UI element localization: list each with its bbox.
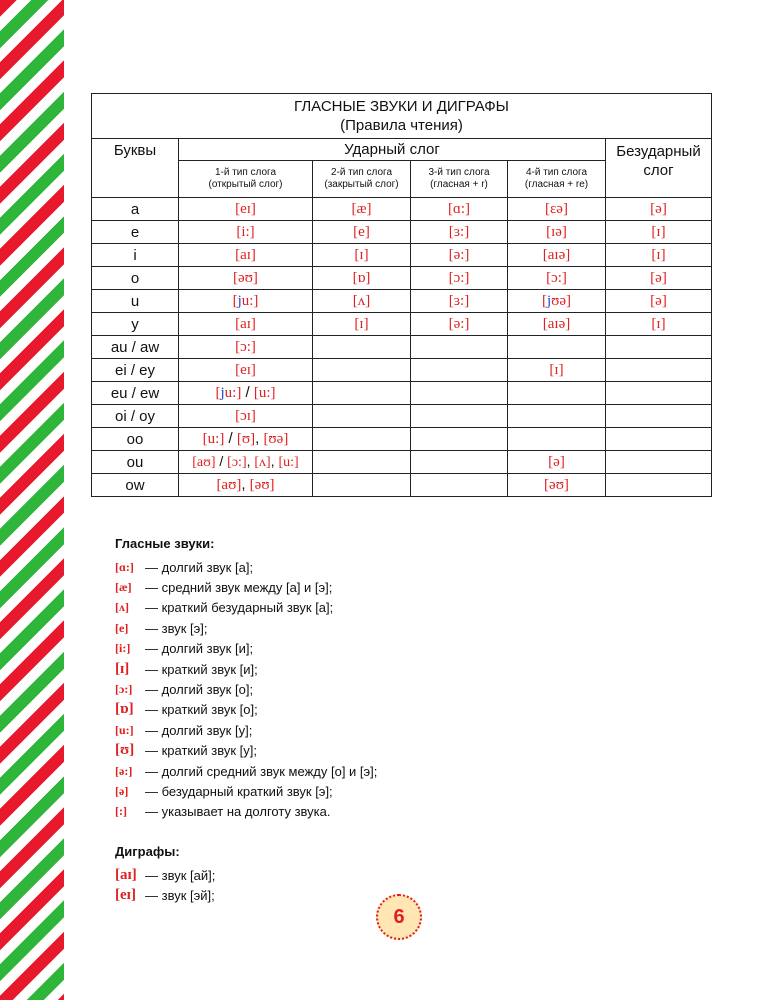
- row-letter: u: [92, 290, 179, 313]
- cell-type-4: [aɪə]: [508, 244, 606, 267]
- list-item: [ə] — безударный краткий звук [э];: [115, 783, 333, 799]
- list-item: [aɪ] — звук [ай];: [115, 866, 216, 883]
- cell-unstressed: [606, 382, 712, 405]
- table-row: [92, 267, 712, 290]
- row-letter: oi / oy: [92, 405, 179, 428]
- list-item: [ɑ:] — долгий звук [а];: [115, 559, 254, 575]
- cell-unstressed: [606, 336, 712, 359]
- table-row: [92, 290, 712, 313]
- cell-type-3: [ɜ:]: [411, 221, 508, 244]
- row-letter: ei / ey: [92, 359, 179, 382]
- cell-type-1: [aʊ], [əʊ]: [179, 474, 313, 497]
- list-item: [eɪ] — звук [эй];: [115, 887, 215, 904]
- row-letter: y: [92, 313, 179, 336]
- cell-type-3: [411, 451, 508, 474]
- table-row: [92, 336, 712, 359]
- table-row: [92, 313, 712, 336]
- cell-type-3: [ɜ:]: [411, 290, 508, 313]
- table-row: [92, 405, 712, 428]
- cell-unstressed: [ə]: [606, 290, 712, 313]
- cell-type-1: [ju:] / [u:]: [179, 382, 313, 405]
- table-subtitle: (Правила чтения): [340, 117, 463, 134]
- cell-type-1: [u:] / [ʊ], [ʊə]: [179, 428, 313, 451]
- list-item: [ʊ] — краткий звук [у];: [115, 742, 257, 759]
- table-row: [92, 359, 712, 382]
- cell-unstressed: [606, 359, 712, 382]
- cell-unstressed: [606, 405, 712, 428]
- digraphs-legend: [115, 844, 215, 906]
- cell-type-2: [ɒ]: [313, 267, 411, 290]
- cell-type-2: [313, 474, 411, 497]
- cell-type-2: [e]: [313, 221, 411, 244]
- cell-type-3: [411, 382, 508, 405]
- cell-type-1: [eɪ]: [179, 198, 313, 221]
- cell-type-3: [411, 359, 508, 382]
- cell-type-1: [aɪ]: [179, 244, 313, 267]
- cell-type-1: [əʊ]: [179, 267, 313, 290]
- cell-type-4: [jʊə]: [508, 290, 606, 313]
- row-letter: o: [92, 267, 179, 290]
- cell-type-1: [ɔ:]: [179, 336, 313, 359]
- vowels-legend: [115, 536, 377, 822]
- list-item: [:] — указывает на долготу звука.: [115, 804, 331, 820]
- header-letters: Буквы: [92, 139, 179, 198]
- cell-type-3: [ə:]: [411, 313, 508, 336]
- cell-type-1: [ɔɪ]: [179, 405, 313, 428]
- cell-type-4: [508, 382, 606, 405]
- cell-type-2: [ʌ]: [313, 290, 411, 313]
- list-item: [i:] — долгий звук [и];: [115, 641, 254, 657]
- cell-unstressed: [ɪ]: [606, 313, 712, 336]
- cell-type-3: [411, 428, 508, 451]
- row-letter: ou: [92, 451, 179, 474]
- cell-unstressed: [606, 451, 712, 474]
- table-row: [92, 451, 712, 474]
- vowels-title: Гласные звуки:: [115, 536, 215, 551]
- page-number: 6: [393, 905, 405, 928]
- cell-type-4: [508, 428, 606, 451]
- row-letter: eu / ew: [92, 382, 179, 405]
- cell-type-4: [508, 336, 606, 359]
- list-item: [æ] — средний звук между [а] и [э];: [115, 580, 333, 596]
- row-letter: oo: [92, 428, 179, 451]
- cell-type-2: [313, 405, 411, 428]
- cell-type-1: [i:]: [179, 221, 313, 244]
- list-item: [u:] — долгий звук [у];: [115, 722, 253, 738]
- table-row: [92, 221, 712, 244]
- cell-type-4: [ɪə]: [508, 221, 606, 244]
- header-type-2: 2-й тип слога (закрытый слог): [313, 161, 411, 198]
- table-title-cell: [92, 94, 712, 139]
- cell-type-1: [ju:]: [179, 290, 313, 313]
- decorative-stripe-border: [0, 0, 64, 1000]
- cell-type-2: [313, 451, 411, 474]
- cell-unstressed: [ə]: [606, 267, 712, 290]
- vowel-rules-table: [91, 93, 712, 497]
- cell-type-3: [ə:]: [411, 244, 508, 267]
- table-row: [92, 198, 712, 221]
- cell-unstressed: [ɪ]: [606, 221, 712, 244]
- header-type-4: 4-й тип слога (гласная + re): [508, 161, 606, 198]
- cell-type-4: [ə]: [508, 451, 606, 474]
- cell-type-2: [313, 382, 411, 405]
- list-item: [ɔ:] — долгий звук [о];: [115, 682, 254, 698]
- row-letter: ow: [92, 474, 179, 497]
- table-row: [92, 382, 712, 405]
- header-unstressed: Безударный слог: [606, 139, 712, 198]
- table-row: [92, 428, 712, 451]
- list-item: [ɒ] — краткий звук [о];: [115, 701, 258, 718]
- cell-type-1: [aʊ] / [ɔ:], [ʌ], [u:]: [179, 451, 313, 474]
- list-item: [e] — звук [э];: [115, 620, 208, 636]
- cell-unstressed: [606, 428, 712, 451]
- cell-type-1: [eɪ]: [179, 359, 313, 382]
- cell-type-2: [ɪ]: [313, 244, 411, 267]
- cell-type-2: [313, 336, 411, 359]
- header-type-3: 3-й тип слога (гласная + r): [411, 161, 508, 198]
- table-row: [92, 474, 712, 497]
- page-number-badge: [376, 894, 422, 940]
- cell-type-3: [ɑ:]: [411, 198, 508, 221]
- cell-type-3: [411, 474, 508, 497]
- cell-type-4: [ɛə]: [508, 198, 606, 221]
- cell-unstressed: [ə]: [606, 198, 712, 221]
- list-item: [ɪ] — краткий звук [и];: [115, 660, 258, 677]
- cell-type-4: [əʊ]: [508, 474, 606, 497]
- row-letter: au / aw: [92, 336, 179, 359]
- cell-type-4: [508, 405, 606, 428]
- cell-type-3: [411, 336, 508, 359]
- cell-type-3: [ɔ:]: [411, 267, 508, 290]
- header-type-1: 1-й тип слога (открытый слог): [179, 161, 313, 198]
- cell-type-2: [313, 359, 411, 382]
- list-item: [ʌ] — краткий безударный звук [а];: [115, 600, 334, 616]
- cell-type-4: [ɔ:]: [508, 267, 606, 290]
- row-letter: a: [92, 198, 179, 221]
- list-item: [ə:] — долгий средний звук между [о] и [э];: [115, 763, 378, 779]
- row-letter: e: [92, 221, 179, 244]
- cell-type-1: [aɪ]: [179, 313, 313, 336]
- header-stressed: Ударный слог: [179, 139, 606, 161]
- cell-type-2: [313, 428, 411, 451]
- cell-type-4: [aɪə]: [508, 313, 606, 336]
- cell-type-2: [ɪ]: [313, 313, 411, 336]
- cell-type-3: [411, 405, 508, 428]
- table-row: [92, 244, 712, 267]
- cell-unstressed: [606, 474, 712, 497]
- table-title: ГЛАСНЫЕ ЗВУКИ И ДИГРАФЫ: [294, 98, 509, 115]
- cell-unstressed: [ɪ]: [606, 244, 712, 267]
- cell-type-2: [æ]: [313, 198, 411, 221]
- cell-type-4: [ɪ]: [508, 359, 606, 382]
- digraphs-title: Диграфы:: [115, 844, 180, 859]
- row-letter: i: [92, 244, 179, 267]
